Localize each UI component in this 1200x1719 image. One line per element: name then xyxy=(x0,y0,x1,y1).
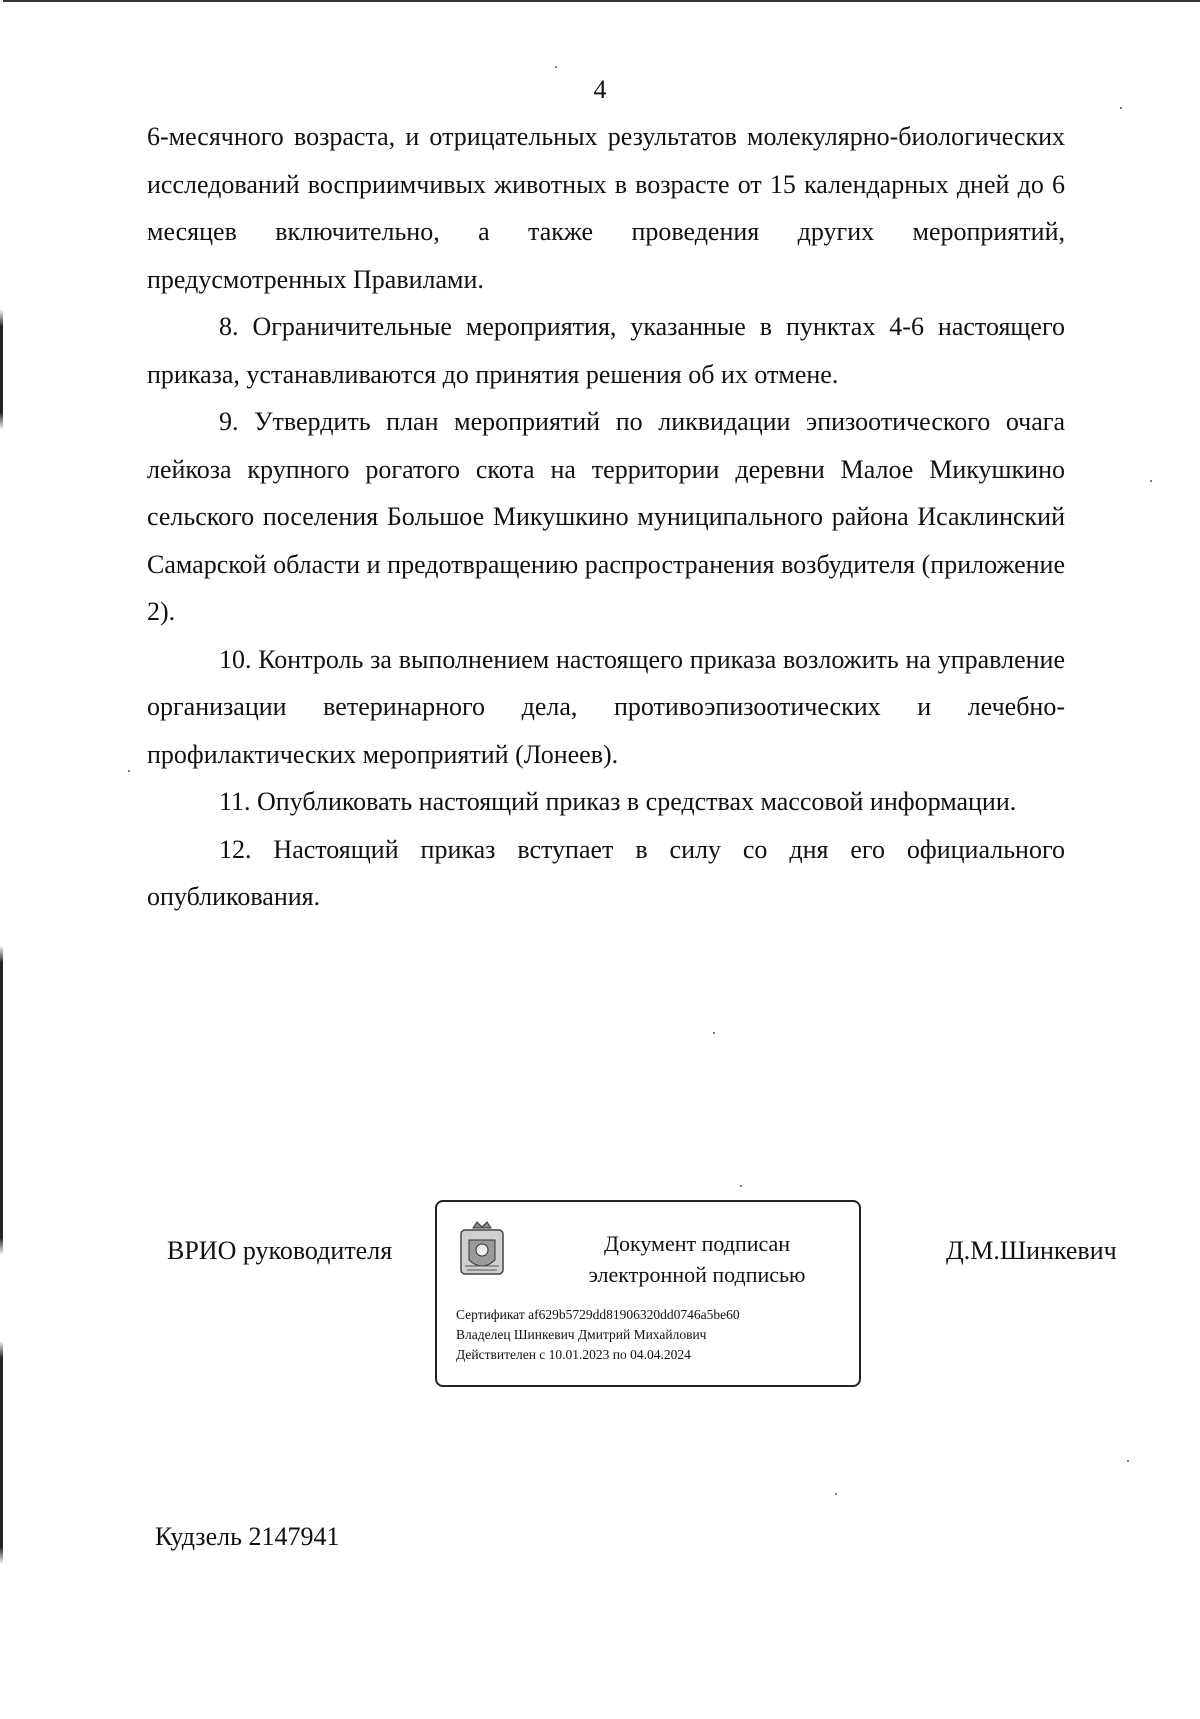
paragraph-item-11: 11. Опубликовать настоящий приказ в средствах массовой информации. xyxy=(219,787,1017,816)
stamp-owner: Владелец Шинкевич Дмитрий Михайлович xyxy=(456,1327,707,1342)
paragraph-item-9: 9. Утвердить план мероприятий по ликвидации эпизоотического очага лейкоза крупного рогатого скота на территории деревни Малое Микушкино сельского поселения Большое Микушкино муниципального района Исаклинский Самарской области и предотвращению распространения возбудителя (приложение 2). xyxy=(147,407,1065,626)
coat-of-arms-icon xyxy=(455,1220,509,1280)
stamp-certificate: Сертификат af629b5729dd81906320dd0746a5be60 xyxy=(456,1307,740,1322)
scan-speck xyxy=(128,770,130,772)
scan-speck xyxy=(1120,107,1122,109)
scan-edge-left xyxy=(0,0,3,1719)
signer-position: ВРИО руководителя xyxy=(167,1236,393,1265)
scan-speck xyxy=(1127,1460,1129,1462)
scan-edge-top xyxy=(0,0,1200,2)
stamp-title xyxy=(547,1228,847,1290)
scan-speck xyxy=(555,66,557,68)
executor-info: Кудзель 2147941 xyxy=(155,1522,340,1551)
signature-block xyxy=(0,1200,1200,1400)
signer-name: Д.М.Шинкевич xyxy=(946,1236,1117,1265)
stamp-details xyxy=(456,1305,740,1365)
page-number: 4 xyxy=(593,75,607,104)
scan-speck xyxy=(713,1032,715,1034)
scan-speck xyxy=(835,1493,837,1495)
electronic-signature-stamp xyxy=(435,1200,861,1387)
paragraph-item-12: 12. Настоящий приказ вступает в силу со дня его официального опубликования. xyxy=(147,834,1065,911)
paragraph-continuation: 6-месячного возраста, и отрицательных результатов молекулярно-биологических исследований восприимчивых животных в возрасте от 15 календарных дней до 6 месяцев включительно, а также проведения других мероприятий, предусмотренных Правилами. xyxy=(147,122,1065,294)
paragraph-item-8: 8. Ограничительные мероприятия, указанные в пунктах 4-6 настоящего приказа, устанавливаются до принятия решения об их отмене. xyxy=(147,312,1065,389)
stamp-validity: Действителен с 10.01.2023 по 04.04.2024 xyxy=(456,1347,691,1362)
scan-speck xyxy=(740,1185,742,1187)
paragraph-item-10: 10. Контроль за выполнением настоящего приказа возложить на управление организации ветеринарного дела, противоэпизоотических и лечебно-профилактических мероприятий (Лонеев). xyxy=(147,644,1065,769)
stamp-title-line-2: электронной подписью xyxy=(588,1262,806,1287)
document-body xyxy=(147,113,1065,921)
scan-speck xyxy=(1150,480,1152,482)
stamp-title-line-1: Документ подписан xyxy=(603,1231,791,1256)
